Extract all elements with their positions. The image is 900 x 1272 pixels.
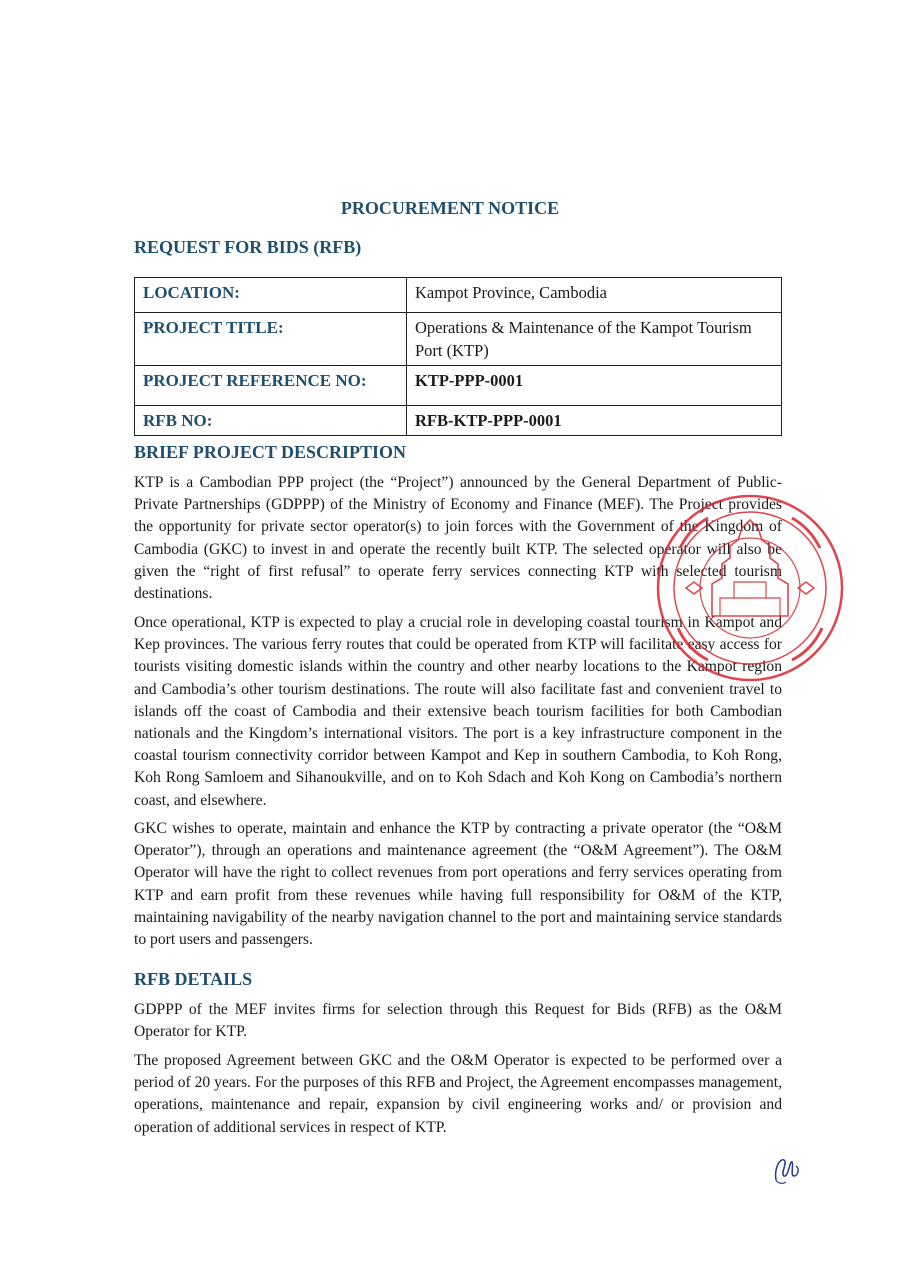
brief-paragraph-3: GKC wishes to operate, maintain and enhance the KTP by contracting a private operator (the “O&M Operator”), through an operations and maintenance agreement (the “O&M Agreement”). The O&M Operator will have the right to collect revenues from port operations and ferry services operating from KTP and earn profit from these revenues while having full responsibility for O&M of the KTP, maintaining navigability of the nearby navigation channel to the port and maintaining service standards to port users and passengers. — [134, 820, 782, 949]
notice-title: PROCUREMENT NOTICE — [340, 198, 560, 218]
brief-paragraph-1: KTP is a Cambodian PPP project (the “Project”) announced by the General Department of Public-Private Partnerships (GDPPP) of the Ministry of Economy and Finance (MEF). The Project provides the opportunity for private sector operator(s) to join forces with the Government of the Kingdom of Cambodia (GKC) to invest in and operate the recently built KTP. The selected operator will also be given the “right of first refusal” to operate ferry services connecting KTP with selected tourism destinations. — [134, 474, 782, 603]
table-row — [135, 313, 782, 366]
rfb-heading: RFB DETAILS — [134, 969, 253, 989]
brief-heading: BRIEF PROJECT DESCRIPTION — [134, 442, 407, 462]
table-row — [135, 278, 782, 313]
rfb-paragraph-2: The proposed Agreement between GKC and the O&M Operator is expected to be performed over a period of 20 years. For the purposes of this RFB and Project, the Agreement encompasses management, operations, maintenance and repair, expansion by civil engineering works and/ or provision and operation of additional services in respect of KTP. — [134, 1052, 782, 1136]
table-value: RFB-KTP-PPP-0001 — [407, 406, 782, 436]
table-value: Operations & Maintenance of the Kampot Tourism Port (KTP) — [407, 313, 782, 366]
table-label: LOCATION: — [135, 278, 407, 313]
table-row — [135, 366, 782, 406]
rfb-paragraph-1: GDPPP of the MEF invites firms for selection through this Request for Bids (RFB) as the O&M Operator for KTP. — [134, 1001, 782, 1041]
signature-initial — [770, 1150, 802, 1186]
notice-subtitle: REQUEST FOR BIDS (RFB) — [134, 237, 362, 257]
table-label: PROJECT REFERENCE NO: — [135, 366, 407, 406]
table-label: RFB NO: — [135, 406, 407, 436]
table-label: PROJECT TITLE: — [135, 313, 407, 366]
table-row — [135, 406, 782, 436]
table-value: KTP-PPP-0001 — [407, 366, 782, 406]
project-info-table — [134, 277, 782, 436]
official-seal-stamp — [650, 488, 845, 688]
table-value: Kampot Province, Cambodia — [407, 278, 782, 313]
brief-paragraph-2: Once operational, KTP is expected to play a crucial role in developing coastal tourism in Kampot and Kep provinces. The various ferry routes that could be operated from KTP will facilitate easy access for tourists visiting domestic islands within the country and other nearby locations to the Kampot region and Cambodia’s other tourism destinations. The route will also facilitate fast and convenient travel to islands off the coast of Cambodia and their extensive beach tourism facilities for both Cambodian nationals and the Kingdom’s international visitors. The port is a key infrastructure component in the coastal tourism connectivity corridor between Kampot and Kep in southern Cambodia, to Koh Rong, Koh Rong Samloem and Sihanoukville, and on to Koh Sdach and Koh Kong on Cambodia’s northern coast, and elsewhere. — [134, 614, 782, 809]
